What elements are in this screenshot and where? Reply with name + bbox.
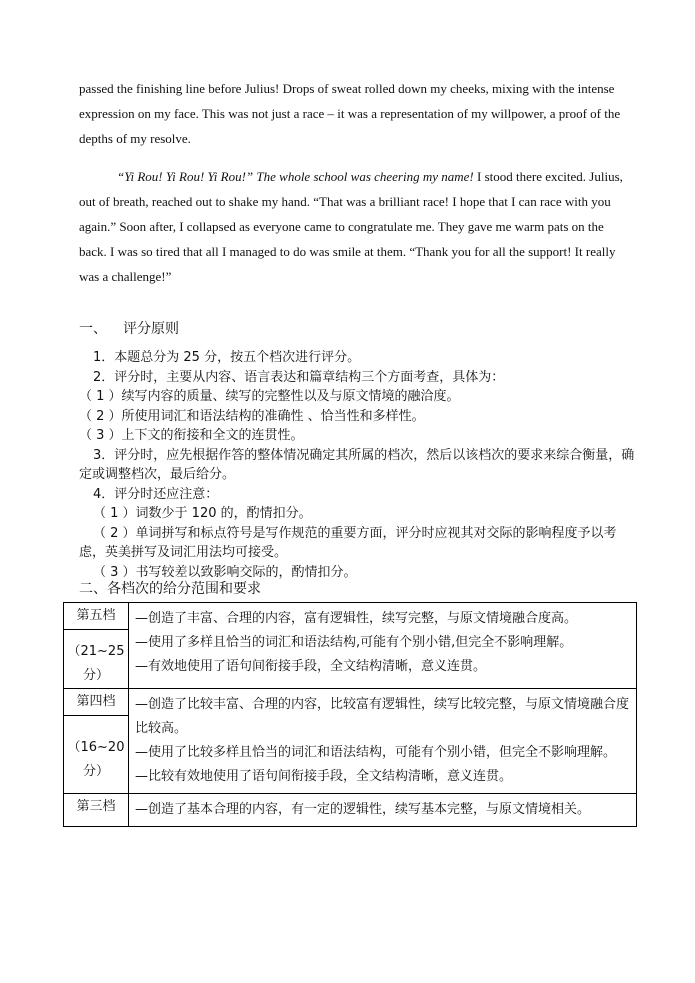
rule-line: （ 2 ）所使用词汇和语法结构的准确性 、恰当性和多样性。 xyxy=(79,408,425,424)
section-1-number: 一、 xyxy=(79,321,107,337)
grade-level-cell xyxy=(64,603,129,689)
grade-level-cell xyxy=(64,689,129,794)
grade-description xyxy=(129,603,637,689)
grade-row-4 xyxy=(64,689,637,794)
grade-name: 第五档 xyxy=(64,603,128,630)
grade-description xyxy=(129,794,637,827)
rule-line: （ 1 ）词数少于 120 的，酌情扣分。 xyxy=(93,506,312,521)
grade-name: 第四档 xyxy=(64,689,128,716)
section-1-heading xyxy=(79,318,179,338)
grade-criterion: —创造了基本合理的内容，有一定的逻辑性，续写基本完整，与原文情境相关。 xyxy=(135,802,591,817)
grade-criterion: —创造了比较丰富、合理的内容，比较富有逻辑性，续写比较完整，与原文情境融合度比较高。 xyxy=(135,697,630,736)
essay-paragraph-1-text: passed the finishing line before Julius! Drops of sweat rolled down my cheeks, mixing with the intense expression on my face. This was not just a race – it was a representation of my willpower, a proof of the depths of my resolve. xyxy=(79,81,621,146)
rule-line: （ 3 ）上下文的衔接和全文的连贯性。 xyxy=(79,428,304,443)
rule-line: 3．评分时，应先根据作答的整体情况确定其所属的档次，然后以该档次的要求来综合衡量，确定或调整档次，最后给分。 xyxy=(79,447,635,482)
rule-line: 2．评分时，主要从内容、语言表达和篇章结构三个方面考查，具体为： xyxy=(93,369,505,385)
section-2-heading: 二、各档次的给分范围和要求 xyxy=(79,581,261,597)
grade-range: （21~25分） xyxy=(67,644,125,683)
section-1-title: 评分原则 xyxy=(123,321,179,337)
rule-line: （ 2 ）单词拼写和标点符号是写作规范的重要方面，评分时应视其对交际的影响程度予以考虑，英美拼写及词汇用法均可接受。 xyxy=(79,525,617,560)
rule-line: 1．本题总分为 25 分，按五个档次进行评分。 xyxy=(93,350,361,365)
rule-line: （ 3 ）书写较差以致影响交际的，酌情扣分。 xyxy=(93,564,357,580)
grade-range: （16~20分） xyxy=(67,740,125,779)
grade-description xyxy=(129,689,637,794)
grade-row-5 xyxy=(64,603,637,689)
rule-line: 4．评分时还应注意： xyxy=(93,486,219,502)
grade-criterion: —有效地使用了语句间衔接手段，全文结构清晰，意义连贯。 xyxy=(135,659,487,674)
scoring-principles xyxy=(79,348,639,582)
essay-paragraph-2-text: I stood there excited. Julius, out of breath, reached out to shake my hand. “That was a brilliant race! I hope that I can race with you again.” Soon after, I collapsed as everyone came to congratulate me. They gave me warm pats on the back. I was so tired that all I managed to do was smile at them. “Thank you for all the support! It really was a challenge!” xyxy=(79,169,623,284)
rule-line: （ 1 ）续写内容的质量、续写的完整性以及与原文情境的融洽度。 xyxy=(79,389,460,404)
grade-name: 第三档 xyxy=(76,799,116,814)
grade-criterion: —比较有效地使用了语句间衔接手段，全文结构清晰，意义连贯。 xyxy=(135,769,513,784)
grade-level-cell xyxy=(64,794,129,827)
grade-criterion: —使用了多样且恰当的词汇和语法结构,可能有个别小错,但完全不影响理解。 xyxy=(135,635,573,650)
grade-criterion: —创造了丰富、合理的内容，富有逻辑性，续写完整，与原文情境融合度高。 xyxy=(135,611,578,626)
cheer-quote: “Yi Rou! Yi Rou! Yi Rou!” The whole school was cheering my name! xyxy=(117,169,474,184)
essay-paragraph-1 xyxy=(79,76,624,151)
grade-table xyxy=(63,602,637,827)
grade-row-3 xyxy=(64,794,637,827)
grade-criterion: —使用了比较多样且恰当的词汇和语法结构，可能有个别小错，但完全不影响理解。 xyxy=(135,745,617,760)
essay-paragraph-2 xyxy=(79,164,624,289)
